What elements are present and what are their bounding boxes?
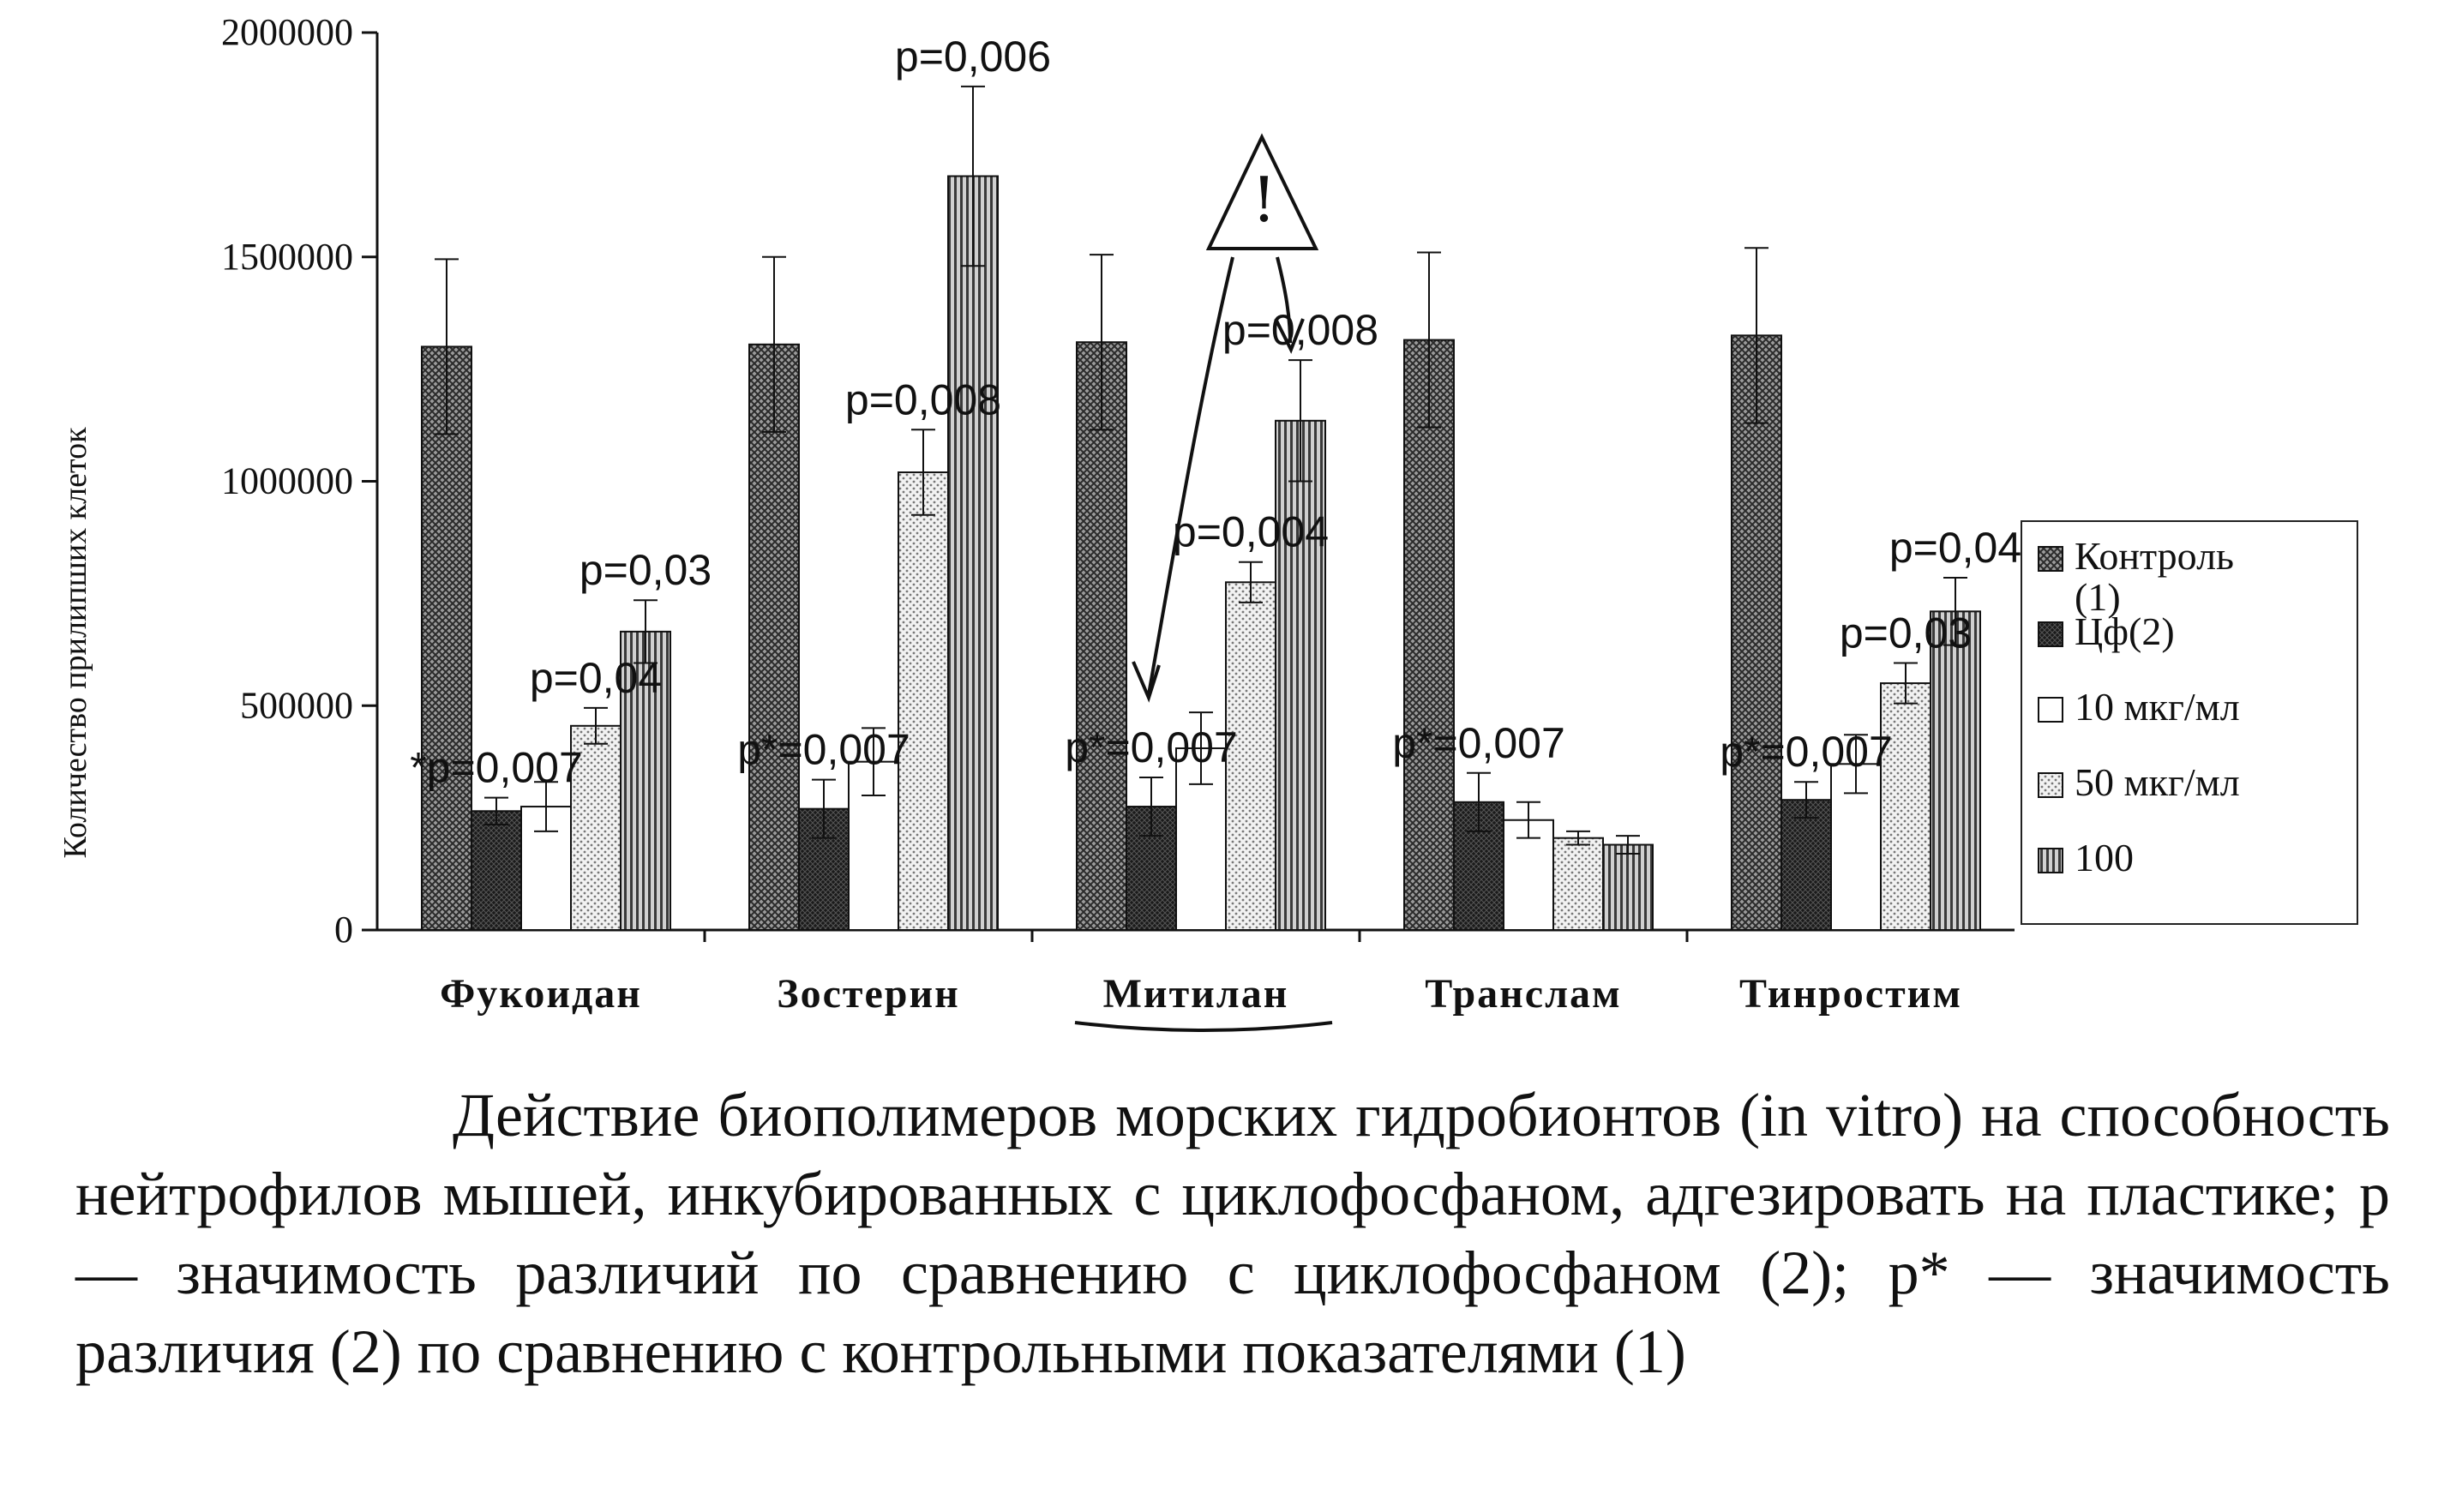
y-tick-label: 500000 [240,684,353,727]
bar-Фукоидан-Цф(2) [471,811,521,930]
bar-Тинростим-100 [1931,611,1980,930]
legend-label-line2: (1) [2075,575,2121,619]
bar-Тинростим-Цф(2) [1781,800,1831,930]
p-value-label: p=0,004 [1172,507,1330,556]
p-value-label: p=0,04 [529,653,663,702]
bar-Транслам-100 [1603,845,1653,930]
bar-Митилан-100 [1276,421,1325,930]
exclamation-icon: ! [1252,164,1276,236]
p-value-label: p=0,008 [844,375,1002,424]
legend-swatch [2039,698,2063,722]
legend-label: 10 мкг/мл [2075,685,2240,729]
legend-label: Контроль [2075,534,2234,578]
y-tick-label: 1500000 [221,235,353,278]
bar-Транслам-50 мкг/мл [1553,838,1603,930]
y-axis-label: Количество прилипших клеток [57,427,93,859]
p-value-label: p=0,04 [1889,524,2022,573]
handwritten-arrow-to-cf [1149,257,1233,694]
category-label: Митилан [1102,971,1289,1017]
p-value-label: p=0,03 [579,546,712,595]
legend-swatch [2039,622,2063,646]
p-value-label: p=0,006 [894,32,1052,81]
legend-swatch [2039,773,2063,797]
bar-Тинростим-Контроль (1) [1732,335,1781,930]
bar-Зостерин-50 мкг/мл [898,472,948,930]
p-value-label: p=0,008 [1222,306,1379,355]
legend-label: 50 мкг/мл [2075,760,2240,804]
y-tick-label: 2000000 [221,11,353,53]
category-label: Фукоидан [440,971,642,1017]
legend-label: Цф(2) [2075,609,2175,653]
handwritten-underline [1075,1023,1332,1030]
legend [2021,521,2357,924]
p-value-label: p=0,03 [1839,609,1973,657]
legend-swatch [2039,547,2063,571]
y-tick-label: 1000000 [221,459,353,502]
y-axis-ticks [221,11,377,951]
figure-caption: Действие биополимеров морских гидробионтов (in vitro) на способность нейтрофилов мышей, инкубированных с циклофосфаном, адгезировать на пластике; p — значимость различий по сравнению с циклофосфаном (2); p* — значимость различия (2) по сравнению с контрольными показателями (1) [75,1081,2390,1386]
category-labels [440,930,1962,1030]
legend-label: 100 [2075,836,2134,879]
legend-swatch [2039,849,2063,873]
bar-Транслам-Контроль (1) [1404,340,1454,930]
bar-Тинростим-50 мкг/мл [1881,683,1931,930]
p-value-label: p*=0,007 [1392,718,1565,767]
y-tick-label: 0 [334,909,353,951]
p-value-label: p*=0,007 [1720,728,1893,777]
p-value-label: *p=0,007 [410,743,583,792]
bar-Зостерин-100 [948,177,998,930]
category-label: Транслам [1425,971,1622,1017]
category-label: Тинростим [1738,971,1963,1017]
p-value-label: p*=0,007 [1065,723,1238,772]
category-label: Зостерин [777,971,960,1017]
p-value-label: p*=0,007 [737,725,910,774]
